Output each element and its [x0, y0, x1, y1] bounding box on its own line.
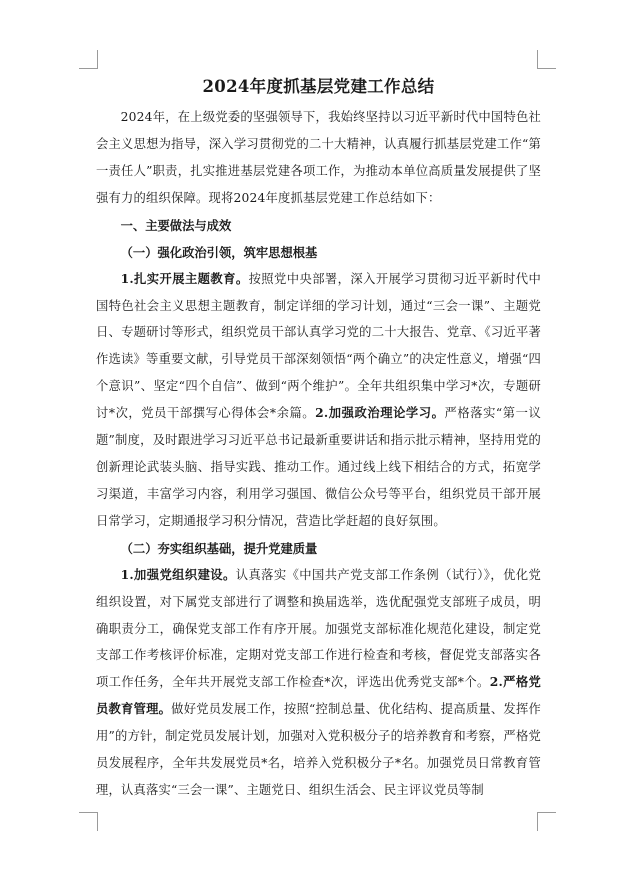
section-heading: 一、主要做法与成效 — [120, 217, 232, 233]
paragraph-theme-education — [96, 266, 541, 535]
subsection-heading-2: （二）夯实组织基础，提升党建质量 — [120, 540, 318, 556]
crop-mark-bottom-right — [537, 812, 556, 831]
item-text: 严格落实“第一议题”制度，及时跟进学习习近平总书记最新重要讲话和指示批示精神，坚持用党的创新理论武装头脑、指导实践、推动工作。通过线上线下相结合的方式，拓宽学习渠道，丰富学习内容，利用学习强国、微信公众号等平台，组织党员干部开展日常学习，定期通报学习积分情况，营造比学赶超的良好氛围。 — [96, 406, 541, 528]
paragraph-organization — [96, 562, 541, 804]
item-text: 认真落实《中国共产党支部工作条例（试行）》，优化党组织设置，对下属党支部进行了调整和换届选举，选优配强党支部班子成员，明确职责分工，确保党支部工作有序开展。加强党支部标准化规范化建设，制定党支部工作考核评价标准，定期对党支部工作进行检查和考核，督促党支部落实各项工作任务，全年共开展党支部工作检查*次，评选出优秀党支部*个。 — [96, 567, 541, 690]
intro-paragraph: 2024年，在上级党委的坚强领导下，我始终坚持以习近平新时代中国特色社会主义思想为指导，深入学习贯彻党的二十大精神，认真履行抓基层党建工作“第一责任人”职责，扎实推进基层党建各项工作，为推动本单位高质量发展提供了坚强有力的组织保障。现将2024年度抓基层党建工作总结如下： — [96, 110, 541, 205]
crop-mark-top-left — [79, 50, 98, 69]
item-text: 做好党员发展工作，按照“控制总量、优化结构、提高质量、发挥作用”的方针，制定党员发展计划，加强对入党积极分子的培养教育和考察，严格党员发展程序，全年共发展党员*名，培养入党积极分子*名。加强党员日常教育管理，认真落实“三会一课”、主题党日、组织生活会、民主评议党员等制 — [96, 702, 541, 797]
document-title: 2024年度抓基层党建工作总结 — [202, 77, 435, 96]
item-label: 2.严格党员教育管理。 — [96, 674, 542, 717]
document-body — [96, 74, 541, 804]
item-label: 2.加强政治理论学习。 — [315, 405, 445, 421]
item-label: 1.加强党组织建设。 — [120, 566, 236, 582]
crop-mark-bottom-left — [79, 812, 98, 831]
crop-mark-top-right — [537, 50, 556, 69]
subsection-heading-1: （一）强化政治引领，筑牢思想根基 — [120, 244, 318, 260]
item-text: 按照党中央部署，深入开展学习贯彻习近平新时代中国特色社会主义思想主题教育，制定详细的学习计划，通过“三会一课”、主题党日、专题研讨等形式，组织党员干部认真学习党的二十大报告、党章、《习近平著作选读》等重要文献，引导党员干部深刻领悟“两个确立”的决定性意义，增强“四个意识”、坚定“四个自信”、做到“两个维护”。全年共组织集中学习*次，专题研讨*次，党员干部撰写心得体会*余篇。 — [96, 271, 541, 421]
item-label: 1.扎实开展主题教育。 — [120, 270, 249, 286]
